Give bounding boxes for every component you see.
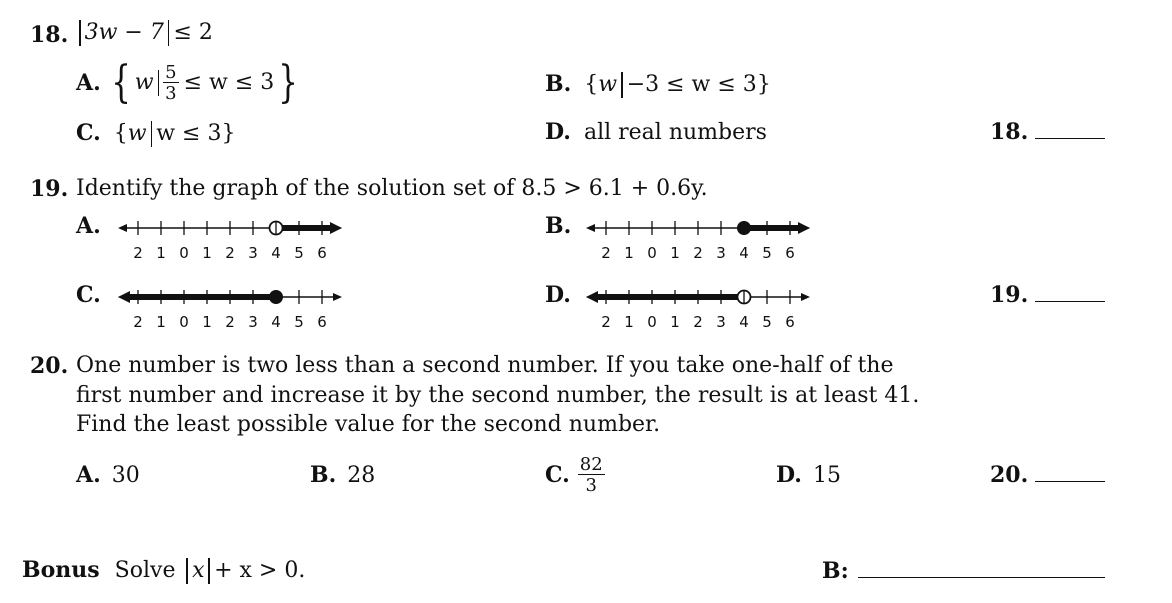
arrow-left-icon <box>586 224 595 232</box>
tick-label: 1 <box>202 313 212 331</box>
solution-arrow-icon <box>330 222 342 234</box>
answer-20-label: 20. <box>990 462 1029 488</box>
tick-label: 0 <box>647 313 657 331</box>
tick-label: 5 <box>762 313 772 331</box>
solution-arrow-icon <box>118 291 130 303</box>
question-19-number: 19. <box>30 176 69 202</box>
option-label: D. <box>545 119 571 145</box>
fraction: $\frac{5}{3}$ <box>165 61 177 104</box>
answer-18-label: 18. <box>990 119 1029 145</box>
tick-label: 6 <box>785 313 795 331</box>
option-label: C. <box>545 462 570 488</box>
q20-option-c[interactable] <box>545 452 605 498</box>
set-bar <box>151 121 153 147</box>
tick-label: 4 <box>271 313 281 331</box>
tick-label: 2 <box>693 244 703 262</box>
question-20-number: 20. <box>30 353 69 379</box>
abs-bar <box>208 558 210 584</box>
q19-option-a[interactable] <box>118 212 363 273</box>
q19-option-b[interactable] <box>586 212 831 273</box>
fraction: $\frac{82}{3}$ <box>579 453 603 496</box>
tick-label: 0 <box>179 313 189 331</box>
answer-19-blank[interactable] <box>1035 301 1105 302</box>
q18-option-b[interactable]: B. {w −3 ≤ w ≤ 3} <box>545 71 771 97</box>
tick-label: 4 <box>271 244 281 262</box>
set-condition: ≤ w ≤ 3 <box>183 70 275 95</box>
q20-option-a[interactable] <box>76 464 140 487</box>
question-20-line-2: first number and increase it by the second number, the result is at least 41. <box>76 383 920 408</box>
bonus-answer-blank[interactable] <box>858 577 1105 578</box>
q18-option-d[interactable] <box>545 121 767 144</box>
tick-label: 3 <box>248 313 258 331</box>
option-label: B. <box>310 462 337 488</box>
question-18-expression: 3w − 7 <box>84 20 164 45</box>
set-bar <box>621 72 623 98</box>
option-text: 15 <box>812 463 841 488</box>
tick-label: 4 <box>739 313 749 331</box>
q20-option-d[interactable] <box>776 464 841 487</box>
question-20-line-1: One number is two less than a second number. If you take one-half of the <box>76 353 894 378</box>
abs-bar <box>168 20 170 46</box>
arrow-left-icon <box>118 224 127 232</box>
option-label: A. <box>76 70 101 96</box>
tick-label: 2 <box>693 313 703 331</box>
option-text: 30 <box>111 463 140 488</box>
tick-label: 2 <box>601 244 611 262</box>
option-label: C. <box>76 120 101 146</box>
tick-label: 2 <box>133 313 143 331</box>
tick-label: 6 <box>785 244 795 262</box>
answer-18-blank[interactable] <box>1035 138 1105 139</box>
tick-label: 3 <box>248 244 258 262</box>
option-text: 28 <box>347 463 376 488</box>
question-19-prompt: Identify the graph of the solution set of 8.5 > 6.1 + 0.6y. <box>76 176 708 201</box>
left-brace-icon: { <box>110 57 131 108</box>
number-line-d <box>586 281 831 336</box>
question-18-prompt <box>75 20 213 46</box>
abs-bar <box>79 20 81 46</box>
tick-label: 6 <box>317 313 327 331</box>
arrow-right-icon <box>801 293 810 301</box>
option-label: D. <box>776 462 802 488</box>
set-variable: w <box>598 72 618 97</box>
tick-label: 1 <box>670 244 680 262</box>
tick-label: 2 <box>225 244 235 262</box>
answer-19-label: 19. <box>990 282 1029 308</box>
q20-option-b[interactable] <box>310 464 375 487</box>
q19-option-d[interactable] <box>586 281 831 342</box>
tick-label: 0 <box>647 244 657 262</box>
q19-option-c[interactable] <box>118 281 363 342</box>
tick-label: 6 <box>317 244 327 262</box>
tick-label: 1 <box>156 244 166 262</box>
tick-label: 1 <box>156 313 166 331</box>
solution-arrow-icon <box>586 291 598 303</box>
abs-bar <box>186 558 188 584</box>
q18-option-c[interactable]: C. {w w ≤ 3} <box>76 120 236 146</box>
closed-dot-icon <box>737 221 751 235</box>
arrow-right-icon <box>333 293 342 301</box>
tick-label: 5 <box>294 244 304 262</box>
set-bar <box>158 70 160 96</box>
number-line-b <box>586 212 831 267</box>
tick-label: 1 <box>624 244 634 262</box>
right-brace-icon: } <box>278 57 299 108</box>
tick-label: 1 <box>624 313 634 331</box>
tick-label: 5 <box>294 313 304 331</box>
bonus-variable: x <box>192 558 205 583</box>
bonus-label: Bonus <box>22 557 100 583</box>
bonus-answer-label: B: <box>822 558 849 584</box>
tick-label: 4 <box>739 244 749 262</box>
question-20-line-3: Find the least possible value for the second number. <box>76 412 661 437</box>
set-variable: w <box>134 70 154 95</box>
tick-label: 0 <box>179 244 189 262</box>
tick-label: 2 <box>225 313 235 331</box>
q19-option-c-label: C. <box>76 282 101 308</box>
q19-option-d-label: D. <box>545 282 571 308</box>
q19-option-b-label: B. <box>545 213 572 239</box>
tick-label: 1 <box>202 244 212 262</box>
q19-option-a-label: A. <box>76 213 101 239</box>
bonus-text-before: Solve <box>114 558 176 583</box>
set-condition: w ≤ 3 <box>156 121 222 146</box>
bonus-text-after: + x > 0. <box>214 558 306 583</box>
tick-label: 2 <box>601 313 611 331</box>
tick-label: 1 <box>670 313 680 331</box>
tick-label: 3 <box>716 313 726 331</box>
set-variable: w <box>127 121 147 146</box>
tick-label: 3 <box>716 244 726 262</box>
question-18-number: 18. <box>30 22 69 48</box>
option-label: B. <box>545 71 572 97</box>
number-line-c <box>118 281 363 336</box>
option-text: all real numbers <box>583 120 767 145</box>
option-label: A. <box>76 462 101 488</box>
tick-label: 2 <box>133 244 143 262</box>
tick-label: 5 <box>762 244 772 262</box>
number-line-a <box>118 212 363 267</box>
closed-dot-icon <box>269 290 283 304</box>
solution-arrow-icon <box>798 222 810 234</box>
q18-option-a[interactable] <box>76 57 302 108</box>
answer-20-blank[interactable] <box>1035 481 1105 482</box>
bonus-question <box>22 558 305 584</box>
set-condition: −3 ≤ w ≤ 3 <box>626 72 757 97</box>
question-18-relation: ≤ 2 <box>173 20 213 45</box>
